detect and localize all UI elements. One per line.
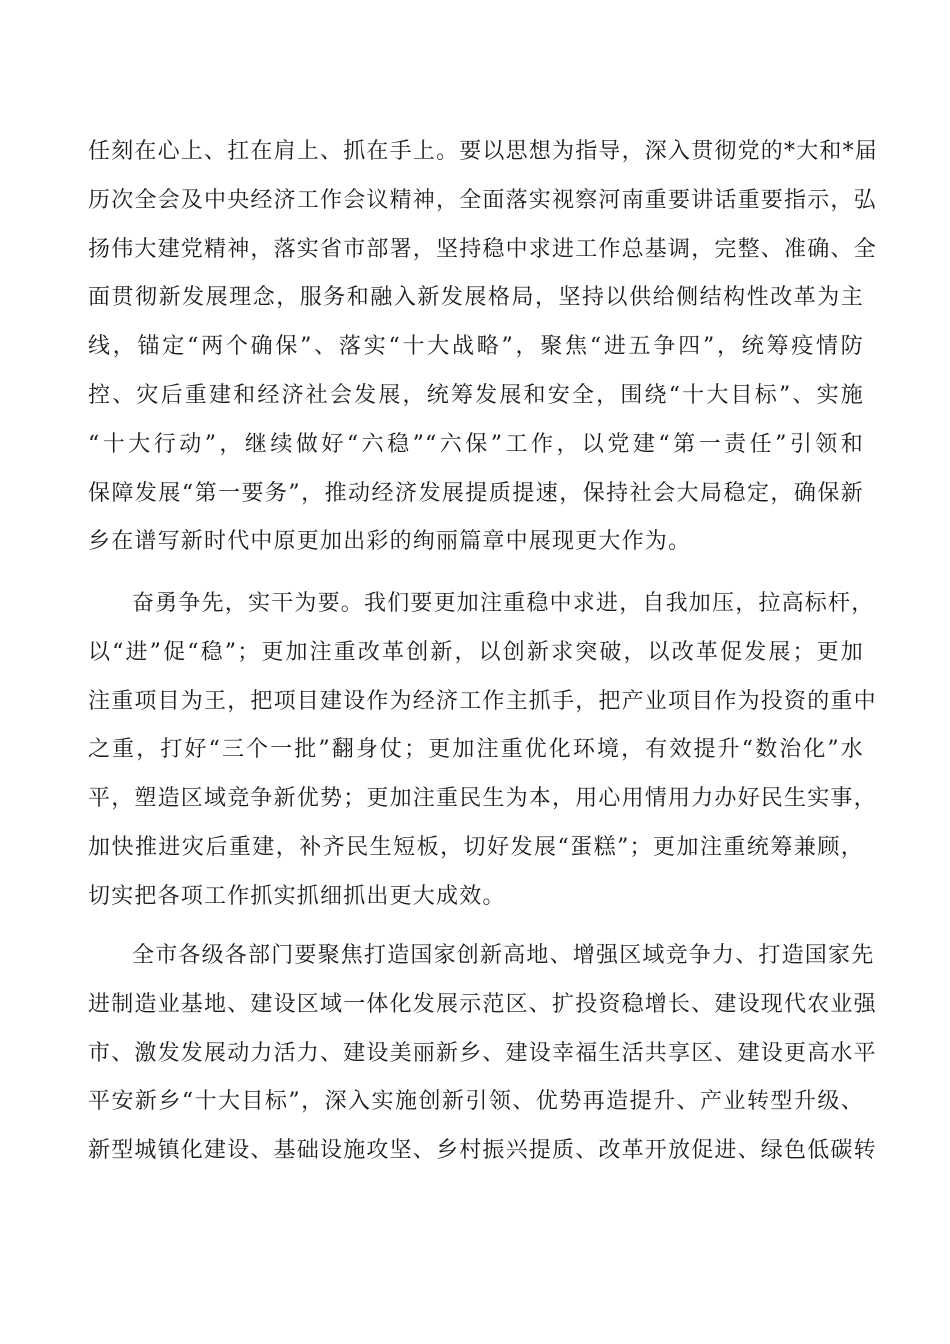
- paragraph-line: 市、激发发展动力活力、建设美丽新乡、建设幸福生活共享区、建设更高水平: [88, 1040, 877, 1066]
- paragraph-line: 进制造业基地、建设区域一体化发展示范区、扩投资稳增长、建设现代农业强: [88, 991, 877, 1017]
- paragraph-line: 以“进”促“稳”；更加注重改革创新，以创新求突破，以改革促发展；更加: [88, 639, 864, 665]
- paragraph-line: 保障发展“第一要务”，推动经济发展提质提速，保持社会大局稳定，确保新: [88, 480, 864, 506]
- paragraph-line: 新型城镇化建设、基础设施攻坚、乡村振兴提质、改革开放促进、绿色低碳转: [88, 1138, 877, 1164]
- paragraph-line: 任刻在心上、扛在肩上、抓在手上。要以思想为指导，深入贯彻党的*大和*届: [88, 139, 879, 164]
- paragraph-line: 线，锚定“两个确保”、落实“十大战略”，聚焦“进五争四”，统筹疫情防: [88, 334, 864, 360]
- paragraph-line: 控、灾后重建和经济社会发展，统筹发展和安全，围绕“十大目标”、实施: [88, 382, 864, 408]
- paragraph-line: 注重项目为王，把项目建设作为经济工作主抓手，把产业项目作为投资的重中: [88, 688, 877, 714]
- paragraph-1: [88, 128, 879, 567]
- paragraph-line: 奋勇争先，实干为要。我们要更加注重稳中求进，自我加压，拉高标杆，: [132, 591, 875, 616]
- paragraph-line: 扬伟大建党精神，落实省市部署，坚持稳中求进工作总基调，完整、准确、全: [88, 236, 877, 262]
- paragraph-line: 加快推进灾后重建，补齐民生短板，切好发展“蛋糕”；更加注重统筹兼顾，: [88, 834, 864, 860]
- paragraph-line: 面贯彻新发展理念，服务和融入新发展格局，坚持以供给侧结构性改革为主: [88, 285, 864, 311]
- paragraph-line: 乡在谱写新时代中原更加出彩的绚丽篇章中展现更大作为。: [88, 529, 692, 555]
- paragraph-line: 全市各级各部门要聚焦打造国家创新高地、增强区域竞争力、打造国家先: [132, 943, 875, 968]
- paragraph-line: 切实把各项工作抓实抓细抓出更大成效。: [88, 883, 506, 909]
- paragraph-line: 平，塑造区域竞争新优势；更加注重民生为本，用心用情用力办好民生实事，: [88, 786, 877, 812]
- paragraph-3: [88, 932, 877, 1176]
- paragraph-line: 历次全会及中央经济工作会议精神，全面落实视察河南重要讲话重要指示，弘: [88, 187, 877, 213]
- paragraph-line: 之重，打好“三个一批”翻身仗；更加注重优化环境，有效提升“数治化”水: [88, 737, 864, 763]
- paragraph-2: [88, 580, 877, 922]
- paragraph-line: “十大行动”，继续做好“六稳”“六保”工作，以党建“第一责任”引领和: [88, 431, 864, 457]
- paragraph-line: 平安新乡“十大目标”，深入实施创新引领、优势再造提升、产业转型升级、: [88, 1089, 864, 1115]
